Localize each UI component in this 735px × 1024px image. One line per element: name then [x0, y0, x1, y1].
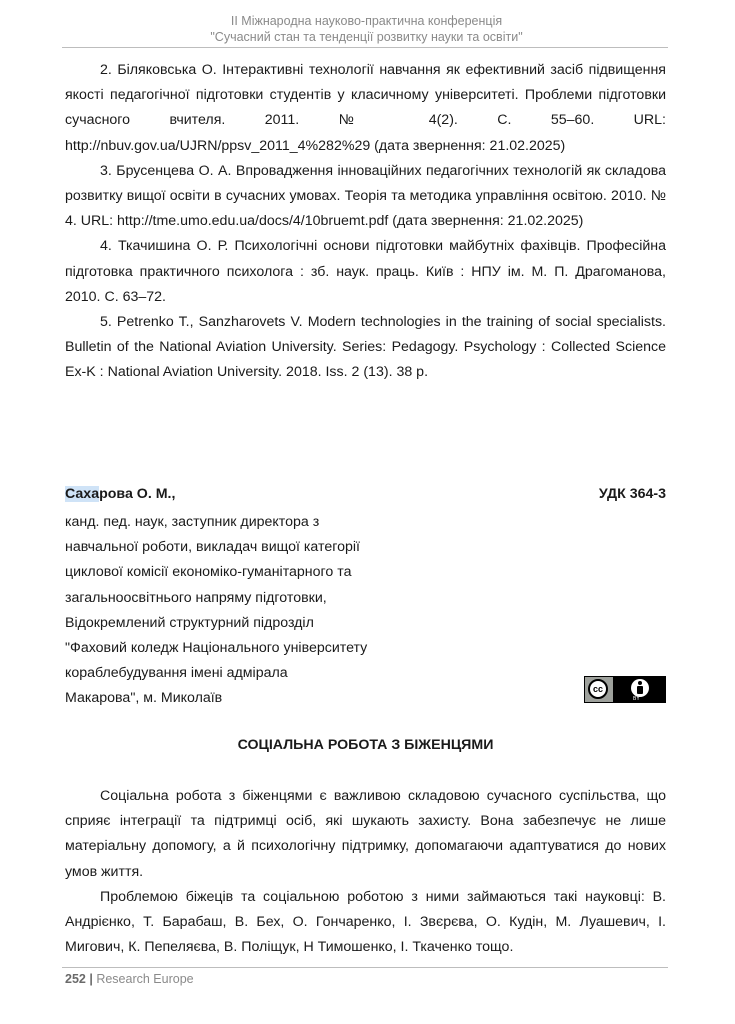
- header-conference-theme: "Сучасний стан та тенденції розвитку науки та освіти": [210, 30, 523, 44]
- reference-item: 3. Брусенцева О. А. Впровадження інноваційних педагогічних технологій як складова розвитку вищої освіти в сучасних умовах. Теорія та методика управління освітою. 2010. № 4. URL: http://tme.umo.edu.ua/docs/4/10bruemt.pdf (дата звернення: 21.02.2025): [65, 162, 666, 230]
- author-name: [65, 482, 175, 507]
- article-title: СОЦІАЛЬНА РОБОТА З БІЖЕНЦЯМИ: [237, 737, 494, 753]
- affiliation-line: загальноосвітнього напряму підготовки,: [65, 589, 327, 606]
- creative-commons-icon: cc: [588, 679, 608, 699]
- selected-text-highlight[interactable]: Саха: [65, 486, 100, 502]
- reference-item: 2. Біляковська О. Інтерактивні технології навчання як ефективний засіб підвищення якості педагогічної підготовки студентів у класичному університеті. Проблеми підготовки сучасного вчителя. 2011. № 4(2). С. 55–60. URL: http://nbuv.gov.ua/UJRN/ppsv_2011_4%282%29 (дата звернення: 21.02.2025): [65, 62, 666, 154]
- udk-code: УДК 364-3: [598, 486, 666, 502]
- cc-badge-strip: [613, 677, 665, 702]
- affiliation-line: "Фаховий коледж Національного університету: [65, 640, 368, 657]
- attribution-person-icon: [631, 679, 649, 697]
- header-conference-name: ІІ Міжнародна науково-практична конференція: [230, 14, 503, 28]
- author-affiliation: [65, 510, 415, 712]
- page-footer: [65, 971, 194, 987]
- affiliation-line: канд. пед. наук, заступник директора з: [65, 514, 320, 530]
- affiliation-line: циклової комісії економіко-гуманітарного та: [65, 564, 352, 581]
- publication-name: Research Europe: [96, 972, 194, 986]
- running-header: [64, 13, 669, 45]
- affiliation-line: Відокремлений структурний підрозділ: [65, 614, 314, 631]
- body-paragraph: Проблемою біжеців та соціальною роботою з ними займаються такі науковці: В. Андрієнко, Т. Барабаш, В. Бех, О. Гончаренко, І. Звєрєва, О. Кудін, М. Луашевич, І. Мигович, К. Пепеляєва, В. Поліщук, Н Тимошенко, І. Ткаченко тощо.: [65, 888, 666, 956]
- footer-separator: |: [89, 972, 93, 986]
- footer-divider: [62, 967, 668, 968]
- cc-by-label: BY: [633, 696, 640, 702]
- affiliation-line: кораблебудування імені адмірала: [65, 665, 288, 682]
- cc-by-license-icon: [584, 676, 666, 703]
- reference-list: [65, 58, 666, 386]
- article-body: [65, 784, 666, 960]
- author-name-rest: рова О. М.,: [99, 486, 176, 502]
- body-paragraph: Соціальна робота з біженцями є важливою складовою сучасного суспільства, що сприяє інтеграції та підтримці осіб, які шукають захисту. Вона забезпечує не лише матеріальну допомогу, а й психологічну підтримку, допомагаючи адаптуватися до нових умов життя.: [65, 788, 666, 880]
- reference-item: 5. Petrenko T., Sanzharovets V. Modern technologies in the training of social specialists. Bulletin of the National Aviation University. Series: Pedagogy. Psychology : Collected Science Ex-K : National Aviation University. 2018. Iss. 2 (13). 38 p.: [65, 314, 666, 381]
- header-divider: [62, 47, 668, 48]
- page-number: 252: [65, 972, 86, 986]
- affiliation-line: Макарова", м. Миколаїв: [65, 690, 223, 707]
- affiliation-line: навчальної роботи, викладач вищої категорії: [65, 539, 360, 556]
- reference-item: 4. Ткачишина О. Р. Психологічні основи підготовки майбутніх фахівців. Професійна підготовка практичного психолога : зб. наук. праць. Київ : НПУ ім. М. П. Драгоманова, 2010. С. 63–72.: [65, 238, 666, 305]
